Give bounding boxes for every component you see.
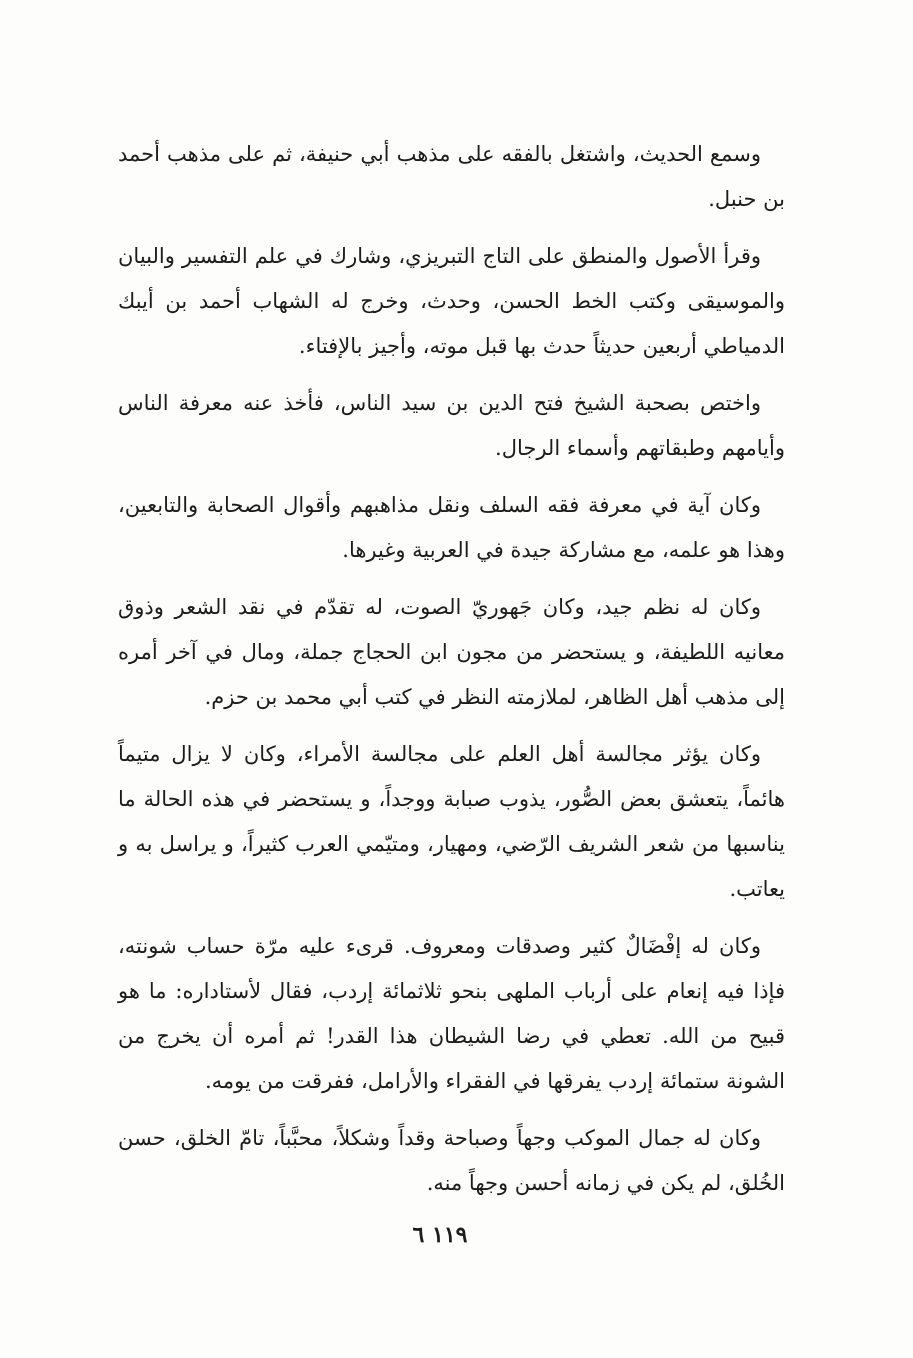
paragraph: وكان له إفْضَالٌ كثير وصدقات ومعروف. قرىء عليه مرّة حساب شونته، فإذا فيه إنعام على أرباب الملهى بنحو ثلاثمائة إردب، فقال لأستاداره: ما هو قبيح من الله. تعطي في رضا الشيطان هذا القدر! ثم أمره أن يخرج من الشونة ستمائة إردب يفرقها في الفقراء والأرامل، ففرقت من يومه. [118, 934, 785, 1093]
paragraph: وكان له جمال الموكب وجهاً وصباحة وقداً وشكلاً، محبَّباً، تامّ الخلق، حسن الخُلق، لم يكن في زمانه أحسن وجهاً منه. [118, 1126, 785, 1195]
paragraph: وكان يؤثر مجالسة أهل العلم على مجالسة الأمراء، وكان لا يزال متيماً هائماً، يتعشق بعض الصُّور، يذوب صبابة ووجداً، و يستحضر في هذه الحالة ما يناسبها من شعر الشريف الرّضي، ومهيار، ومتيّمي العرب كثيراً، و يراسل به و يعاتب. [118, 742, 785, 901]
paragraph: واختص بصحبة الشيخ فتح الدين بن سيد الناس، فأخذ عنه معرفة الناس وأيامهم وطبقاتهم وأسماء الرجال. [118, 391, 785, 460]
paragraph: وكان آية في معرفة فقه السلف ونقل مذاهبهم وأقوال الصحابة والتابعين، وهذا هو علمه، مع مشاركة جيدة في العربية وغيرها. [118, 493, 785, 562]
page-number: ١١٩ ٦ [412, 1222, 468, 1248]
paragraph: وسمع الحديث، واشتغل بالفقه على مذهب أبي حنيفة، ثم على مذهب أحمد بن حنبل. [118, 142, 785, 211]
paragraph: وكان له نظم جيد، وكان جَهوريّ الصوت، له تقدّم في نقد الشعر وذوق معانيه اللطيفة، و يستحضر من مجون ابن الحجاج جملة، ومال في آخر أمره إلى مذهب أهل الظاهر، لملازمته النظر في كتب أبي محمد بن حزم. [118, 595, 785, 709]
paragraph: وقرأ الأصول والمنطق على التاج التبريزي، وشارك في علم التفسير والبيان والموسيقى وكتب الخط الحسن، وحدث، وخرج له الشهاب أحمد بن أيبك الدمياطي أربعين حديثاً حدث بها قبل موته، وأجيز بالإفتاء. [118, 244, 785, 358]
body-text [118, 132, 785, 1218]
